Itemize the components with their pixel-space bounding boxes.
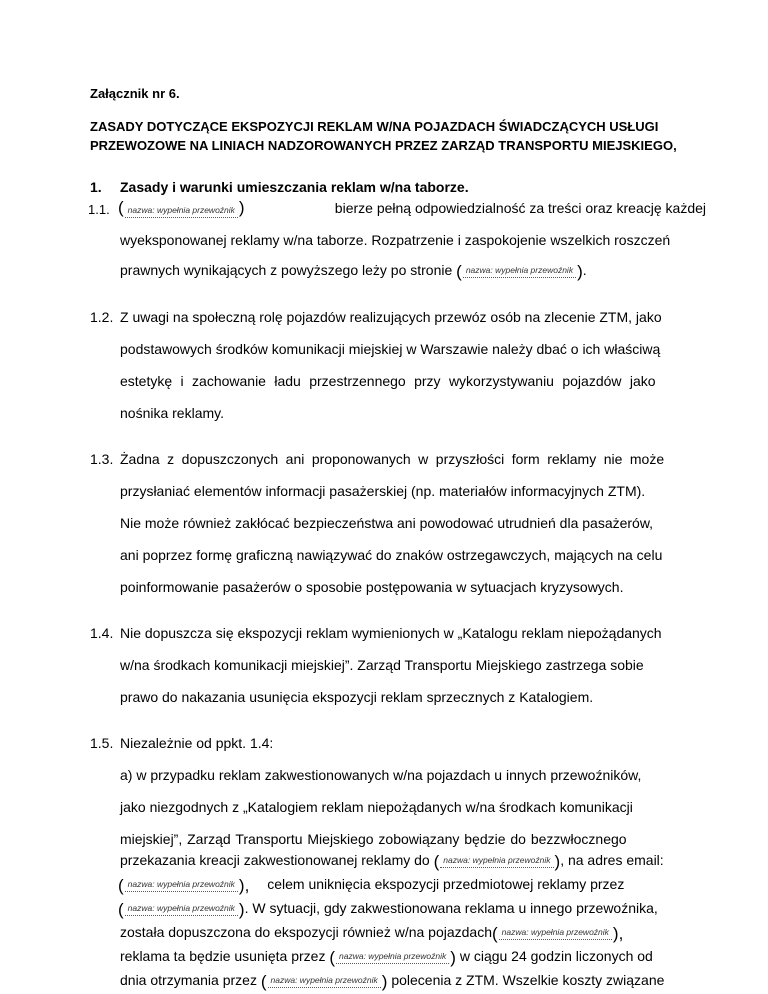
p1-3-line-3: Nie może również zakłócać bezpieczeństwa ani powodować utrudnień dla pasażerów, [120, 515, 654, 531]
carrier-name-field[interactable]: ( nazwa: wypełnia przewoźnik ) [329, 947, 456, 967]
p1-5-a-line-4: przekazania kreacji zakwestionowanej reklamy do ( nazwa: wypełnia przewoźnik ) , na adres email: [120, 851, 664, 871]
p1-5-a-line-3: miejskiej”, Zarząd Transportu Miejskiego zobowiązany będzie do bezzwłocznego [120, 831, 627, 847]
p1-2-line-2: podstawowych środków komunikacji miejskiej w Warszawie należy dbać o ich właściwą [120, 341, 661, 357]
section-title: Zasady i warunki umieszczania reklam w/na taborze. [120, 179, 469, 195]
p1-5-a-line-8: reklama ta będzie usunięta przez ( nazwa: wypełnia przewoźnik ) w ciągu 24 godzin liczonych od [120, 947, 653, 967]
heading-text-1: ZASADY DOTYCZĄCE EKSPOZYCJI REKLAM W/NA POJAZDACH ŚWIADCZĄCYCH USŁUGI [90, 119, 659, 134]
carrier-name-field[interactable]: ( nazwa: wypełnia przewoźnik ) [260, 971, 388, 991]
p1-1-line-3: prawnych wynikających z powyższego leży po stronie ( nazwa: wypełnia przewoźnik ) . [120, 261, 587, 281]
carrier-name-field[interactable]: ( nazwa: wypełnia przewoźnik ) [118, 899, 245, 919]
p1-2-line-4: nośnika reklamy. [120, 405, 225, 421]
carrier-name-field[interactable]: ( nazwa: wypełnia przewoźnik ) [456, 261, 583, 281]
carrier-name-field[interactable]: ( nazwa: wypełnia przewoźnik ) [433, 851, 561, 871]
p1-1-line-1-text: bierze pełną odpowiedzialność za treści oraz kreację każdej [334, 200, 706, 216]
p1-1-number: 1.1. [88, 202, 110, 217]
p1-5-a-line-9: dnia otrzymania przez ( nazwa: wypełnia przewoźnik ) polecenia z ZTM. Wszelkie koszty związane [120, 971, 665, 991]
p1-2-line-1: Z uwagi na społeczną rolę pojazdów realizujących przewóz osób na zlecenie ZTM, jako [120, 309, 662, 325]
p1-3-number: 1.3. [90, 451, 114, 467]
p1-4-line-2: w/na środkach komunikacji miejskiej”. Zarząd Transportu Miejskiego zastrzega sobie [120, 657, 644, 673]
p1-5-a-line-1: a) w przypadku reklam zakwestionowanych w/na pojazdach u innych przewoźników, [120, 767, 642, 783]
p1-2-number: 1.2. [90, 309, 114, 325]
section-number: 1. [90, 179, 102, 195]
p1-3-line-5: poinformowanie pasażerów o sposobie postępowania w sytuacjach kryzysowych. [120, 579, 624, 595]
annex-title: Załącznik nr 6. [90, 86, 180, 101]
p1-1-line-1 [118, 199, 706, 218]
p1-5-a-line-6: ( nazwa: wypełnia przewoźnik ) . W sytuacji, gdy zakwestionowana reklama u innego przewoźnika, [118, 899, 658, 919]
p1-1-line-2: wyeksponowanej reklamy w/na taborze. Rozpatrzenie i zaspokojenie wszelkich roszczeń [120, 232, 671, 248]
p1-5-a-line-5: ( nazwa: wypełnia przewoźnik ), celem uniknięcia ekspozycji przedmiotowej reklamy przez [118, 875, 625, 895]
p1-5-number: 1.5. [90, 735, 114, 751]
p1-4-line-3: prawo do nakazania usunięcia ekspozycji reklam sprzecznych z Katalogiem. [120, 689, 594, 705]
p1-3-line-2: przysłaniać elementów informacji pasażerskiej (np. materiałów informacyjnych ZTM). [120, 483, 646, 499]
p1-5-a-line-2: jako niezgodnych z „Katalogiem reklam niepożądanych w/na środkach komunikacji [120, 799, 633, 815]
p1-4-number: 1.4. [90, 625, 114, 641]
p1-5-a-line-7: została dopuszczona do ekspozycji również w/na pojazdach ( nazwa: wypełnia przewoźnik ), [120, 923, 624, 943]
carrier-name-field[interactable]: ( nazwa: wypełnia przewoźnik ), [492, 923, 624, 943]
p1-3-line-4: ani poprzez formę graficzną nawiązywać do znaków ostrzegawczych, mających na celu [120, 547, 663, 563]
carrier-name-field[interactable]: ( nazwa: wypełnia przewoźnik ) [118, 198, 245, 217]
heading-line-2: PRZEWOZOWE NA LINIACH NADZOROWANYCH PRZEZ ZARZĄD TRANSPORTU MIEJSKIEGO, [90, 138, 677, 153]
p1-4-line-1: Nie dopuszcza się ekspozycji reklam wymienionych w „Katalogu reklam niepożądanych [120, 625, 662, 641]
p1-3-line-1: Żadna z dopuszczonych ani proponowanych w przyszłości form reklamy nie może [120, 451, 665, 467]
p1-2-line-3: estetykę i zachowanie ładu przestrzennego przy wykorzystywaniu pojazdów jako [120, 373, 656, 389]
p1-5-intro: Niezależnie od ppkt. 1.4: [120, 735, 274, 751]
carrier-email-field[interactable]: ( nazwa: wypełnia przewoźnik ), [118, 875, 250, 895]
heading-line-1 [90, 119, 706, 134]
